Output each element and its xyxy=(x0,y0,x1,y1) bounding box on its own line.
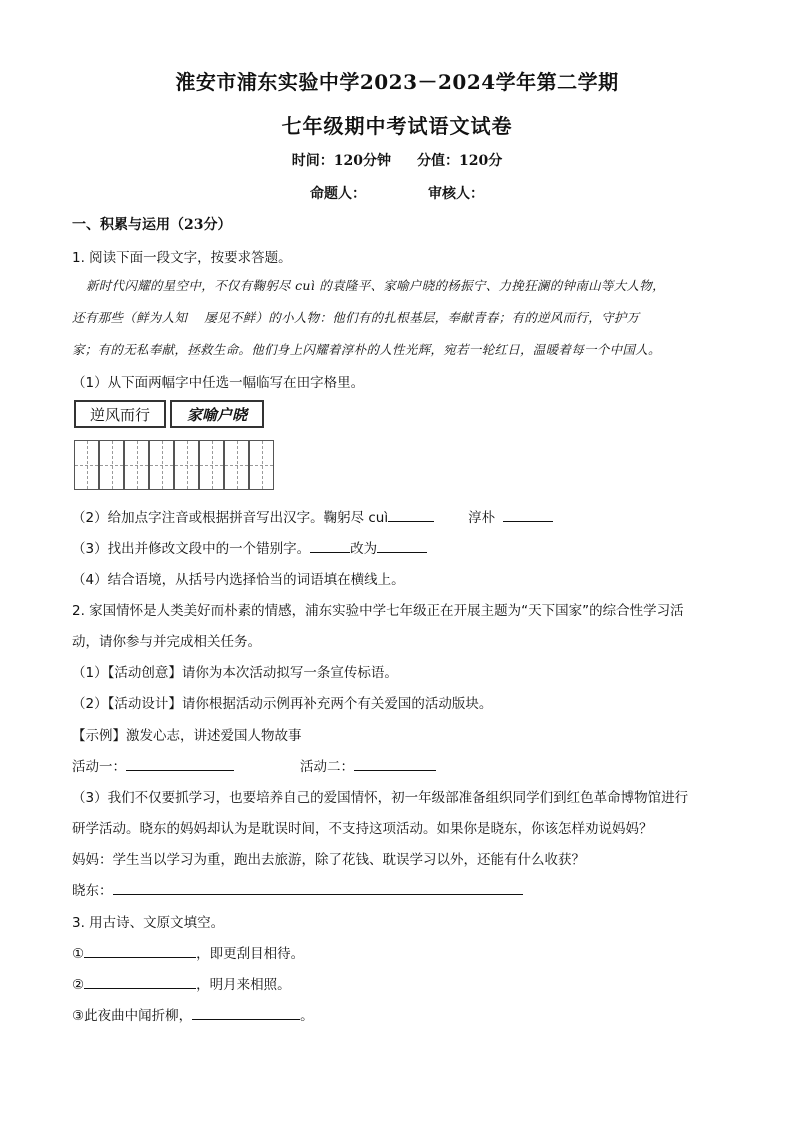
q2-mom-line: 妈妈：学生当以学习为重，跑出去旅游，除了花钱、耽误学习以外，还能有什么收获？ xyxy=(72,852,585,868)
score-label: 分值：120分 xyxy=(417,153,503,169)
q1-sub3-text-b: 改为 xyxy=(350,541,378,557)
answer-blank[interactable] xyxy=(388,507,434,522)
q1-sub3 xyxy=(72,537,427,557)
q3-item1-prefix: ① xyxy=(72,946,85,962)
q3-item1 xyxy=(72,942,304,962)
answer-blank[interactable] xyxy=(84,974,196,989)
calligraphy-sample-b: 家喻户晓 xyxy=(170,400,264,428)
q2-sub3-line1: （3）我们不仅要抓学习，也要培养自己的爱国情怀，初一年级部准备组织同学们到红色革命博物馆进行 xyxy=(72,790,689,806)
q2-sub2: （2）【活动设计】请你根据活动示例再补充两个有关爱国的活动版块。 xyxy=(72,696,493,712)
reviewer-label: 审核人： xyxy=(428,186,484,202)
exam-meta xyxy=(0,150,794,170)
q3-item2-suffix: ，明月来相照。 xyxy=(196,977,291,993)
tianzige-cell[interactable] xyxy=(74,440,99,490)
tianzige-cell[interactable] xyxy=(124,440,149,490)
tianzige-grid[interactable] xyxy=(74,440,276,490)
q1-passage-line3: 家；有的无私奉献，拯救生命。他们身上闪耀着淳朴的人性光辉，宛若一轮红日，温暖着每一个中国人。 xyxy=(72,342,661,357)
q3-item3 xyxy=(72,1004,314,1024)
q1-stem: 1. 阅读下面一段文字，按要求答题。 xyxy=(72,250,292,266)
q1-sub2 xyxy=(72,506,553,526)
answer-blank[interactable] xyxy=(503,507,553,522)
activity1-label: 活动一： xyxy=(72,759,126,775)
q3-item3-suffix: 。 xyxy=(300,1008,314,1024)
q3-item3-prefix: ③此夜曲中闻折柳， xyxy=(72,1008,193,1024)
q1-passage-line2: 还有那些（鲜为人知 屡见不鲜）的小人物：他们有的扎根基层，奉献青春；有的逆风而行，守护万 xyxy=(72,310,640,325)
q1-passage-line1: 新时代闪耀的星空中，不仅有鞠躬尽 cuì 的袁隆平、家喻户晓的杨振宁、力挽狂澜的钟南山等大人物， xyxy=(86,278,665,293)
exam-subtitle: 七年级期中考试语文试卷 xyxy=(281,114,513,138)
q3-stem: 3. 用古诗、文原文填空。 xyxy=(72,915,225,931)
q1-sub1: （1）从下面两幅字中任选一幅临写在田字格里。 xyxy=(72,375,365,391)
author-label: 命题人： xyxy=(310,186,366,202)
section-heading: 一、积累与运用（23分） xyxy=(72,217,232,233)
q3-item2-prefix: ② xyxy=(72,977,85,993)
q2-activities xyxy=(72,755,436,775)
q2-sub3-line2: 研学活动。晓东的妈妈却认为是耽误时间，不支持这项活动。如果你是晓东，你该怎样劝说妈妈？ xyxy=(72,821,653,837)
tianzige-cell[interactable] xyxy=(249,440,274,490)
q1-sub2-text-a: （2）给加点字注音或根据拼音写出汉字。鞠躬尽 cuì xyxy=(72,510,389,526)
q2-stem-line2: 动，请你参与并完成相关任务。 xyxy=(72,634,261,650)
tianzige-cell[interactable] xyxy=(99,440,124,490)
answer-blank[interactable] xyxy=(113,880,523,895)
exam-authors xyxy=(0,183,794,203)
q1-sub4: （4）结合语境，从括号内选择恰当的词语填在横线上。 xyxy=(72,572,405,588)
tianzige-cell[interactable] xyxy=(149,440,174,490)
q1-sub3-text-a: （3）找出并修改文段中的一个错别字。 xyxy=(72,541,311,557)
tianzige-cell[interactable] xyxy=(199,440,224,490)
q3-item2 xyxy=(72,973,291,993)
q2-sub1: （1）【活动创意】请你为本次活动拟写一条宣传标语。 xyxy=(72,665,398,681)
q2-example: 【示例】激发心志，讲述爱国人物故事 xyxy=(72,728,302,744)
q2-stem-line1: 2. 家国情怀是人类美好而朴素的情感，浦东实验中学七年级正在开展主题为“天下国家”的综合性学习活 xyxy=(72,603,684,619)
answer-blank[interactable] xyxy=(84,943,196,958)
tianzige-cell[interactable] xyxy=(224,440,249,490)
xiaodong-label: 晓东： xyxy=(72,883,113,899)
answer-blank[interactable] xyxy=(192,1005,300,1020)
q1-sub2-text-b: 淳朴 xyxy=(468,510,496,526)
answer-blank[interactable] xyxy=(354,756,436,771)
tianzige-cell[interactable] xyxy=(174,440,199,490)
time-label: 时间：120分钟 xyxy=(291,153,391,169)
exam-title: 淮安市浦东实验中学2023－2024学年第二学期 xyxy=(175,70,619,94)
answer-blank[interactable] xyxy=(310,538,350,553)
q2-xiaodong-line xyxy=(72,879,523,899)
answer-blank[interactable] xyxy=(377,538,427,553)
calligraphy-sample-a: 逆风而行 xyxy=(74,400,166,428)
q3-item1-suffix: ，即更刮目相待。 xyxy=(196,946,305,962)
answer-blank[interactable] xyxy=(126,756,234,771)
activity2-label: 活动二： xyxy=(300,759,354,775)
